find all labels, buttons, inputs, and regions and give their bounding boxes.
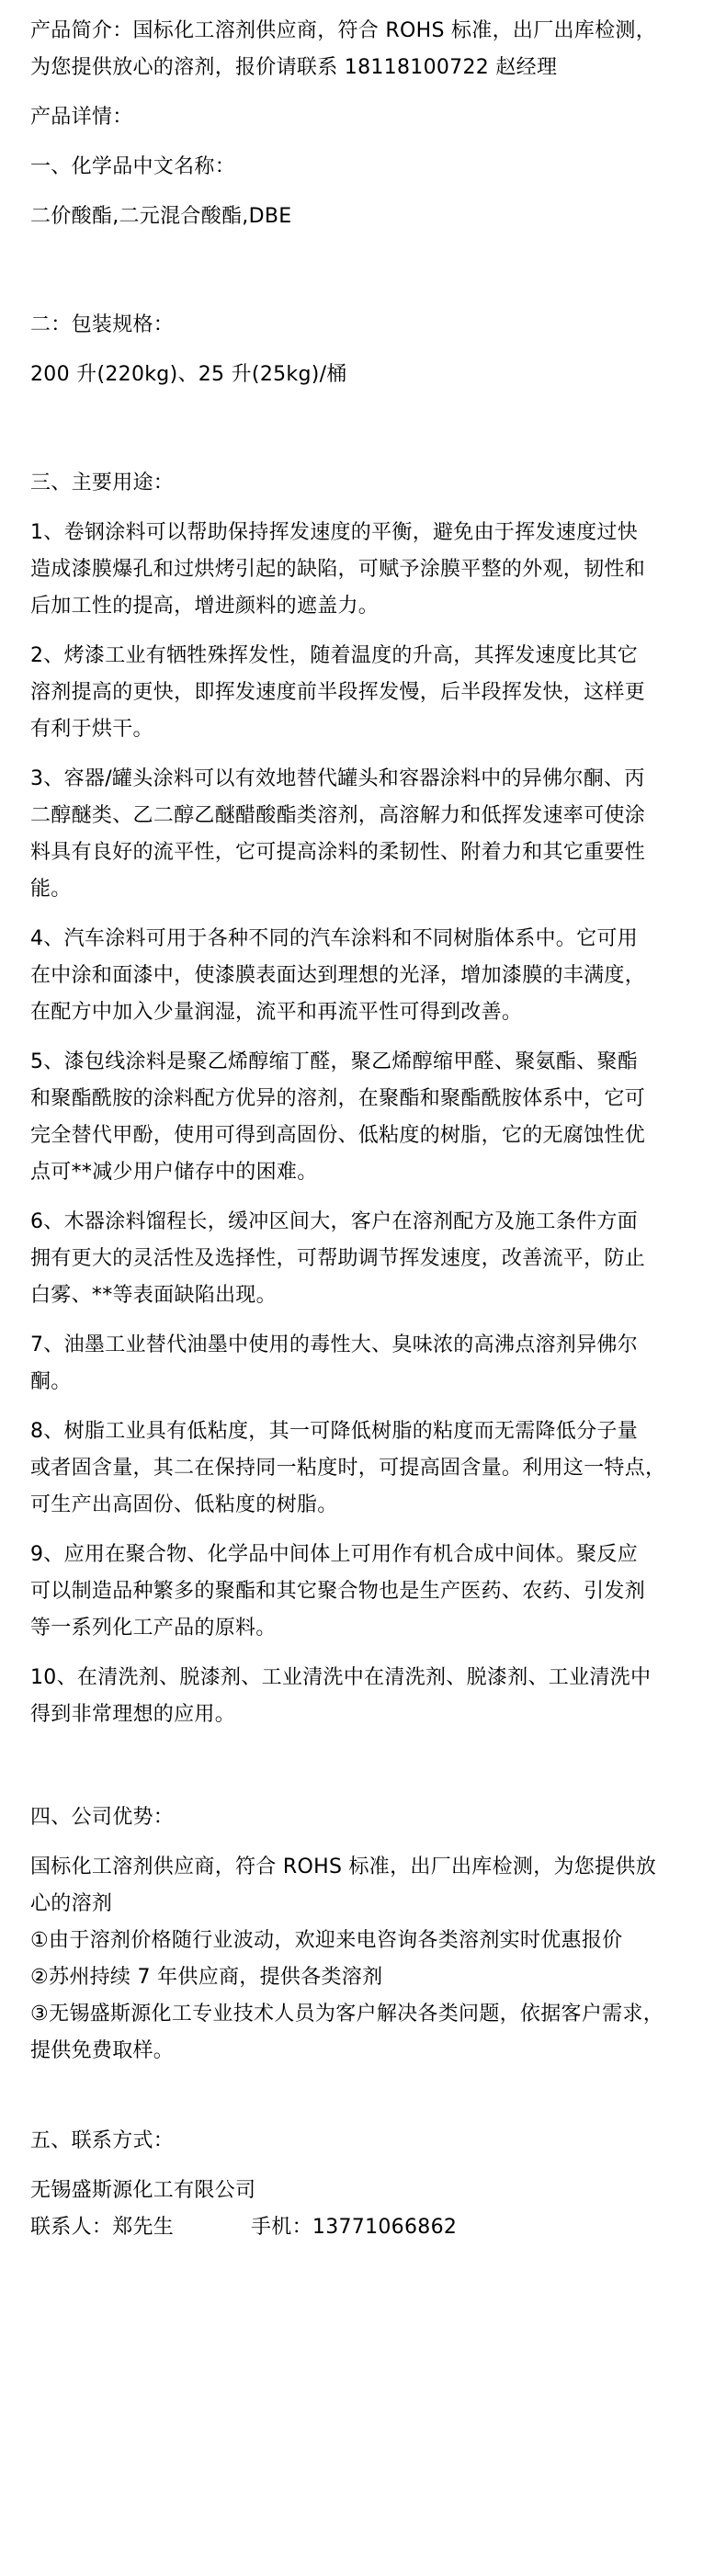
advantage-intro-line-1: 国标化工溶剂供应商，符合 ROHS 标准，出厂出库检测，为您提供放: [30, 1855, 656, 1878]
usage-item-line: 或者固含量，其二在保持同一粘度时，可提高固含量。利用这一特点，: [30, 1457, 666, 1480]
usage-item-line: 造成漆膜爆孔和过烘烤引起的缺陷，可赋予涂膜平整的外观，韧性和: [30, 558, 646, 581]
advantage-point-2: ②苏州持续 7 年供应商，提供各类溶剂: [30, 1966, 383, 1989]
usage-item-line: 白雾、**等表面缺陷出现。: [30, 1284, 277, 1307]
usage-item-line: 可生产出高固份、低粘度的树脂。: [30, 1493, 338, 1516]
usage-item-line: 9、应用在聚合物、化学品中间体上可用作有机合成中间体。聚反应: [30, 1543, 638, 1566]
usage-item: [30, 1204, 710, 1314]
usage-item: [30, 1660, 710, 1733]
usage-item-line: 7、油墨工业替代油墨中使用的毒性大、臭味浓的高沸点溶剂异佛尔: [30, 1333, 638, 1356]
advantage-point-1: ①由于溶剂价格随行业波动，欢迎来电咨询各类溶剂实时优惠报价: [30, 1929, 623, 1952]
usage-item-line: 8、树脂工业具有低粘度，其一可降低树脂的粘度而无需降低分子量: [30, 1420, 638, 1443]
section4-heading: 四、公司优势：: [30, 1806, 175, 1829]
usage-item: [30, 1537, 710, 1647]
section2-heading: 二：包装规格：: [30, 313, 175, 336]
usage-item-line: 2、烤漆工业有牺牲殊挥发性，随着温度的升高，其挥发速度比其它: [30, 644, 638, 667]
intro-line-2: 为您提供放心的溶剂，报价请联系 18118100722 赵经理: [30, 56, 558, 79]
usage-item-line: 完全替代甲酚，使用可得到高固份、低粘度的树脂，它的无腐蚀性优: [30, 1124, 646, 1147]
usage-item-line: 得到非常理想的应用。: [30, 1703, 236, 1726]
advantage-point-3-line-2: 提供免费取样。: [30, 2039, 175, 2062]
usage-item-line: 4、汽车涂料可用于各种不同的汽车涂料和不同树脂体系中。它可用: [30, 927, 638, 950]
usage-item-line: 3、容器/罐头涂料可以有效地替代罐头和容器涂料中的异佛尔酮、丙: [30, 767, 645, 790]
contact-person: 联系人：郑先生: [30, 2216, 175, 2239]
usage-list: [30, 515, 710, 1733]
contact-row: [30, 2209, 710, 2246]
usage-item-line: 1、卷钢涂料可以帮助保持挥发速度的平衡，避免由于挥发速度过快: [30, 521, 638, 544]
usage-item-line: 料具有良好的流平性，它可提高涂料的柔韧性、附着力和其它重要性: [30, 841, 646, 864]
usage-item-line: 酮。: [30, 1370, 72, 1393]
contact-phone: 手机：13771066862: [251, 2216, 458, 2239]
document-body: [30, 13, 710, 2246]
usage-item: [30, 761, 710, 908]
usage-item-line: 10、在清洗剂、脱漆剂、工业清洗中在清洗剂、脱漆剂、工业清洗中: [30, 1666, 652, 1689]
usage-item-line: 在中涂和面漆中，使漆膜表面达到理想的光泽，增加漆膜的丰满度，: [30, 964, 646, 987]
packaging-spec: 200 升(220kg)、25 升(25kg)/桶: [30, 363, 347, 386]
usage-item: [30, 921, 710, 1031]
usage-item: [30, 1327, 710, 1401]
company-name: 无锡盛斯源化工有限公司: [30, 2179, 256, 2202]
chemical-name: 二价酸酯,二元混合酸酯,DBE: [30, 205, 292, 228]
usage-item: [30, 1044, 710, 1191]
usage-item-line: 可以制造品种繁多的聚酯和其它聚合物也是生产医药、农药、引发剂: [30, 1580, 646, 1603]
usage-item: [30, 638, 710, 748]
section5-heading: 五、联系方式：: [30, 2129, 175, 2152]
usage-item: [30, 515, 710, 625]
usage-item-line: 拥有更大的灵活性及选择性，可帮助调节挥发速度，改善流平，防止: [30, 1247, 646, 1270]
usage-item-line: 在配方中加入少量润湿，流平和再流平性可得到改善。: [30, 1001, 523, 1024]
usage-item-line: 后加工性的提高，增进颜料的遮盖力。: [30, 595, 380, 618]
usage-item-line: 5、漆包线涂料是聚乙烯醇缩丁醛，聚乙烯醇缩甲醛、聚氨酯、聚酯: [30, 1050, 638, 1073]
section1-heading: 一、化学品中文名称：: [30, 155, 236, 178]
intro-line-1: 产品简介：国标化工溶剂供应商，符合 ROHS 标准，出厂出库检测，: [30, 19, 656, 42]
details-heading: 产品详情：: [30, 106, 133, 129]
usage-item-line: 溶剂提高的更快，即挥发速度前半段挥发慢，后半段挥发快，这样更: [30, 681, 646, 704]
usage-item-line: 点可**减少用户储存中的困难。: [30, 1161, 318, 1184]
usage-item: [30, 1413, 710, 1524]
usage-item-line: 等一系列化工产品的原料。: [30, 1617, 277, 1640]
usage-item-line: 二醇醚类、乙二醇乙醚醋酸酯类溶剂，高溶解力和低挥发速率可使涂: [30, 804, 646, 827]
usage-item-line: 能。: [30, 878, 72, 901]
usage-item-line: 6、木器涂料馏程长，缓冲区间大，客户在溶剂配方及施工条件方面: [30, 1210, 638, 1233]
usage-item-line: 有利于烘干。: [30, 718, 153, 741]
advantage-point-3-line-1: ③无锡盛斯源化工专业技术人员为客户解决各类问题，依据客户需求，: [30, 2003, 664, 2026]
section3-heading: 三、主要用途：: [30, 471, 175, 494]
advantage-intro-line-2: 心的溶剂: [30, 1892, 113, 1915]
usage-item-line: 和聚酯酰胺的涂料配方优异的溶剂，在聚酯和聚酯酰胺体系中，它可: [30, 1087, 646, 1110]
